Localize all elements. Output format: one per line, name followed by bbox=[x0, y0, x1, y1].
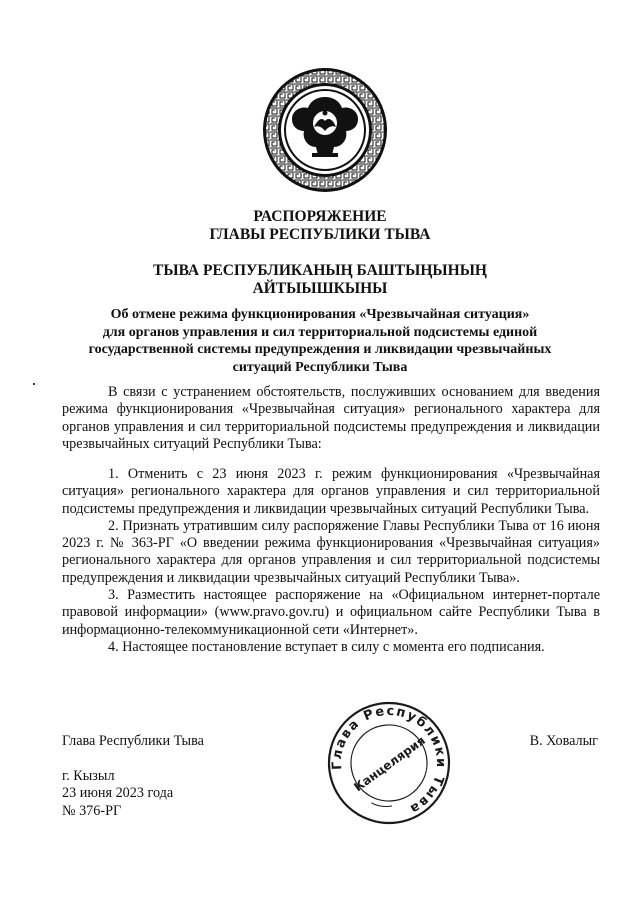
signatory-position: Глава Республики Тыва bbox=[62, 733, 204, 749]
order-item-4: 4. Настоящее постановление вступает в силу с момента его подписания. bbox=[108, 638, 545, 655]
order-items bbox=[62, 466, 600, 656]
order-item-1: 1. Отменить с 23 июня 2023 г. режим функционирования «Чрезвычайная ситуация» регионального характера для органов управления и сил территориальной подсистемы предупреждения и ликвидации чрезвычайных ситуаций Республики Тыва. bbox=[62, 466, 600, 517]
subject-line-2: для органов управления и сил территориальной подсистемы единой bbox=[102, 324, 538, 340]
official-stamp-icon bbox=[326, 700, 452, 826]
title-ru-line-2: ГЛАВЫ РЕСПУБЛИКИ ТЫВА bbox=[209, 226, 431, 243]
order-item-3: 3. Разместить настоящее распоряжение на «Официальном интернет-портале правовой информации» (www.pravo.gov.ru) и официальном сайте Республики Тыва в информационно-телекоммуникационной сети «Интернет». bbox=[62, 587, 600, 638]
subject-line-3: государственной системы предупреждения и ликвидации чрезвычайных bbox=[88, 342, 552, 357]
issue-city: г. Кызыл bbox=[62, 768, 115, 784]
document-subject bbox=[0, 306, 640, 376]
title-tyv-line-1: ТЫВА РЕСПУБЛИКАНЫҢ БАШТЫҢЫНЫҢ bbox=[153, 262, 487, 279]
margin-dot bbox=[33, 383, 35, 385]
signatory-name: В. Ховалыг bbox=[529, 733, 598, 749]
title-ru-line-1: РАСПОРЯЖЕНИЕ bbox=[253, 208, 387, 225]
issue-date: 23 июня 2023 года bbox=[62, 785, 174, 802]
stamp-ring-text: Глава Республики Тыва bbox=[329, 703, 449, 817]
title-tyv-line-2: АЙТЫЫШКЫНЫ bbox=[252, 280, 388, 297]
document-number: № 376-РГ bbox=[62, 802, 122, 819]
order-item-2: 2. Признать утратившим силу распоряжение Главы Республики Тыва от 16 июня 2023 г. № 363-РГ «О введении режима функционирования «Чрезвычайная ситуация» регионального характера для органов управления и сил территориальной подсистемы предупреждения и ликвидации чрезвычайных ситуаций Республики Тыва». bbox=[62, 517, 600, 586]
coat-of-arms-emblem bbox=[262, 67, 388, 193]
document-type-ru bbox=[0, 208, 640, 244]
subject-line-4: ситуаций Республики Тыва bbox=[232, 359, 408, 375]
intro-paragraph bbox=[62, 384, 600, 453]
document-type-tyv bbox=[0, 262, 640, 298]
intro-text: В связи с устранением обстоятельств, послуживших основанием для введения режима функционирования «Чрезвычайная ситуация» регионального характера для органов управления и сил территориальной подсистемы предупреждения и ликвидации чрезвычайных ситуаций Республики Тыва: bbox=[62, 384, 600, 452]
document-footer bbox=[62, 768, 173, 820]
subject-line-1: Об отмене режима функционирования «Чрезвычайная ситуация» bbox=[110, 307, 530, 322]
stamp-center-text: Канцелярия bbox=[351, 733, 428, 795]
